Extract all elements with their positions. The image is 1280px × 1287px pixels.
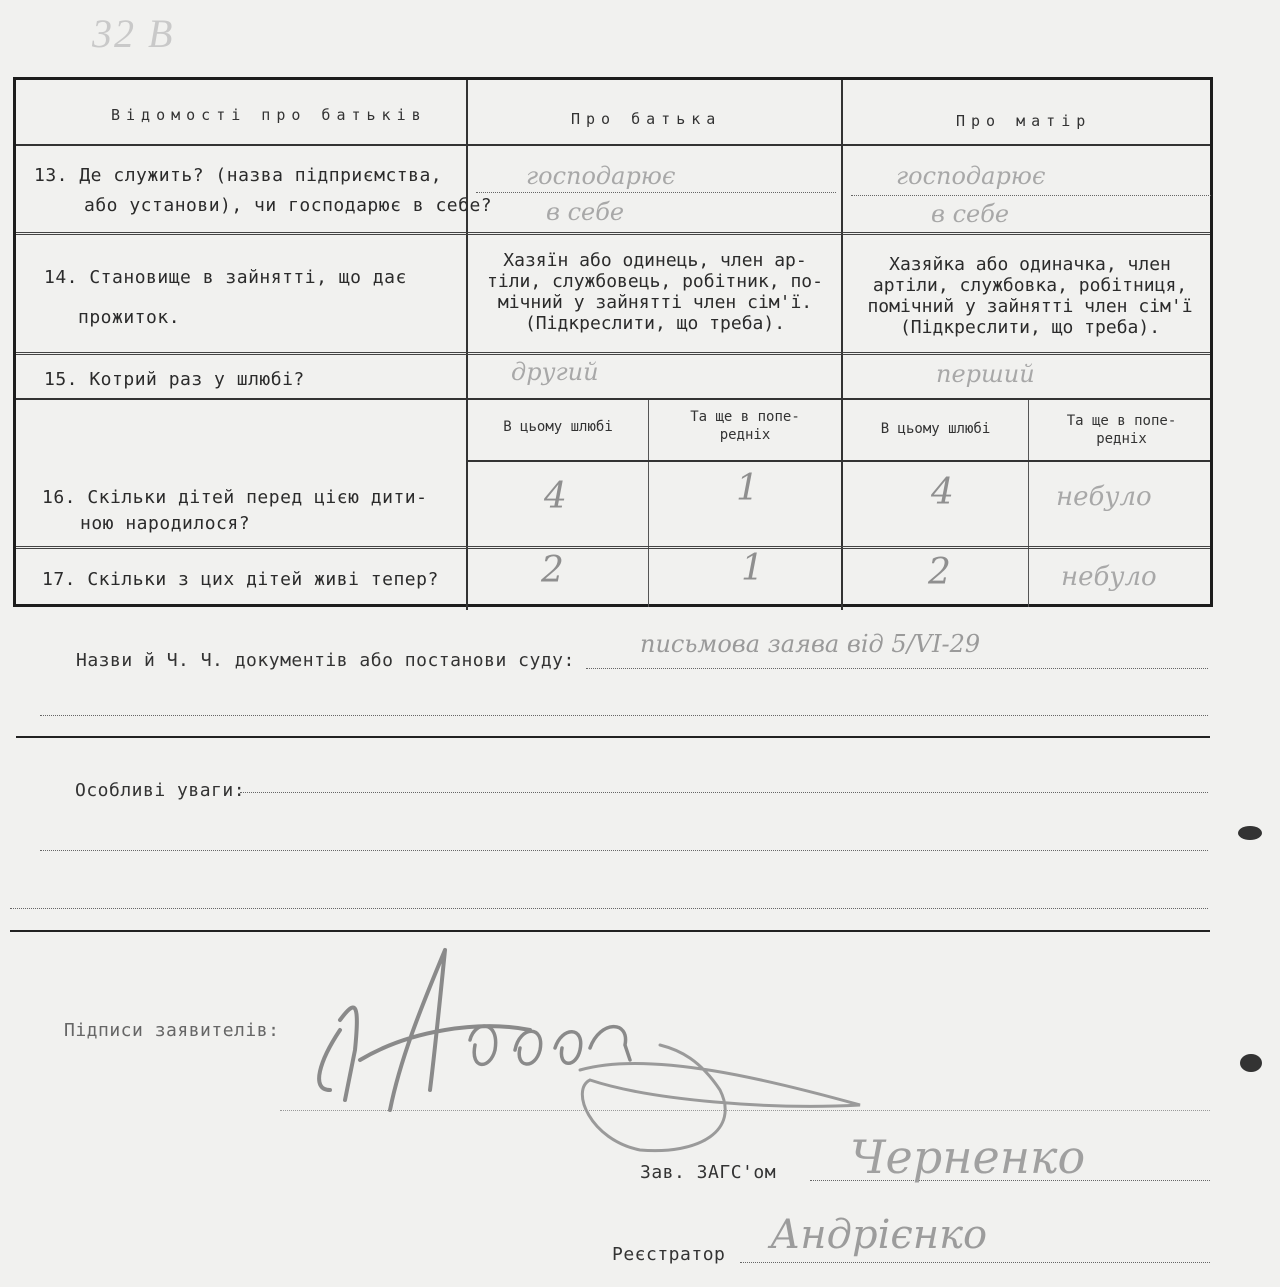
q16-label-line2: ною народилося? (80, 513, 251, 534)
notes-line-1 (240, 792, 1208, 793)
subhead-father-this: В цьому шлюбі (503, 419, 613, 435)
documents-label: Назви й Ч. Ч. документів або постанови суду: (76, 650, 575, 671)
q16-mother-prev: небуло (1056, 482, 1152, 512)
q16-label-line1: 16. Скільки дітей перед цією дити- (42, 487, 428, 508)
q13-father-answer-1: господарює (526, 162, 676, 190)
header-father: Про батька (571, 110, 722, 128)
q14-label-line1: 14. Становище в зайнятті, що дає (44, 267, 407, 288)
q13-label-line2: або установи), чи господарює в себе? (84, 195, 493, 216)
q14-father-option-line: Хазяїн або одинець, член ар- (503, 250, 807, 271)
q17-mother-prev: небуло (1061, 562, 1157, 592)
q15-father-answer: другий (511, 358, 599, 386)
section-rule-1 (16, 736, 1210, 738)
q17-father-prev: 1 (741, 548, 764, 589)
subhead-father-prev (650, 408, 840, 444)
q14-mother-option-line: (Підкреслити, що треба). (899, 317, 1161, 338)
col-divider-mother-sub (1028, 400, 1029, 607)
q14-father-option-line: тіли, службовець, робітник, по- (487, 271, 823, 292)
col-divider-parents (841, 80, 843, 610)
subhead-line: Та ще в попе- (690, 409, 800, 425)
q13-mother-line (851, 195, 1211, 196)
q15-mother-answer: перший (936, 360, 1035, 388)
q13-label-line1: 13. Де служить? (назва підприємства, (34, 165, 443, 186)
col-divider-father-sub (648, 400, 649, 607)
q16-mother-this: 4 (931, 472, 954, 513)
documents-line (586, 668, 1208, 669)
header-parents: Відомості про батьків (111, 106, 427, 124)
archive-number: 32 B (92, 11, 175, 56)
q14-mother-option-line: Хазяйка або одиначка, член (889, 254, 1171, 275)
q14-mother-option-line: помічний у зайнятті член сім'ї (867, 296, 1193, 317)
row-line-subhead (466, 460, 1210, 462)
q14-father-option-line: (Підкреслити, що треба). (524, 313, 786, 334)
q17-mother-this: 2 (928, 552, 951, 593)
row-line-13 (16, 232, 1210, 235)
q13-father-answer-2: в себе (546, 198, 625, 226)
punch-hole-mark (1238, 826, 1262, 840)
applicants-label: Підписи заявителів: (64, 1020, 280, 1041)
q14-father-options (471, 250, 839, 334)
section-rule-2 (10, 930, 1210, 932)
q13-mother-answer-1: господарює (896, 162, 1046, 190)
registrar-signature: Андрієнко (770, 1212, 988, 1258)
row-line-header (16, 144, 1210, 146)
row-line-15 (16, 398, 1210, 400)
q16-father-this: 4 (544, 476, 567, 517)
punch-hole-mark (1240, 1054, 1262, 1072)
subhead-line: Та ще в попе- (1066, 413, 1177, 429)
q16-father-prev: 1 (736, 468, 759, 509)
registrar-label: Реєстратор (612, 1244, 726, 1265)
q14-mother-options (846, 254, 1214, 338)
q14-mother-option-line: артіли, службовка, робітниця, (872, 275, 1188, 296)
subhead-mother-prev (1030, 412, 1213, 448)
head-signature: Черненко (850, 1130, 1086, 1184)
documents-line-2 (40, 715, 1208, 716)
notes-line-3 (10, 908, 1208, 909)
parents-info-table (13, 77, 1213, 607)
header-mother: Про матір (956, 112, 1092, 130)
head-label: Зав. ЗАГС'ом (640, 1162, 777, 1183)
q13-mother-answer-2: в себе (931, 200, 1010, 228)
subhead-line: редніх (1096, 431, 1147, 447)
q15-label: 15. Котрий раз у шлюбі? (44, 369, 305, 390)
row-line-16 (16, 546, 1210, 549)
row-line-14 (16, 352, 1210, 355)
subhead-mother-this: В цьому шлюбі (880, 421, 991, 437)
applicant-signature (300, 940, 900, 1160)
notes-line-2 (40, 850, 1208, 851)
documents-value: письмова заява від 5/VI-29 (640, 630, 981, 658)
q14-label-line2: прожиток. (78, 307, 181, 328)
col-divider-label (466, 80, 468, 610)
q14-father-option-line: мічний у зайнятті член сім'ї. (497, 292, 813, 313)
q13-father-line (476, 192, 836, 193)
registrar-line (740, 1262, 1210, 1263)
q17-father-this: 2 (541, 550, 564, 591)
subhead-line: редніх (719, 427, 771, 443)
notes-label: Особливі уваги: (75, 780, 246, 801)
q17-label: 17. Скільки з цих дітей живі тепер? (42, 569, 439, 590)
